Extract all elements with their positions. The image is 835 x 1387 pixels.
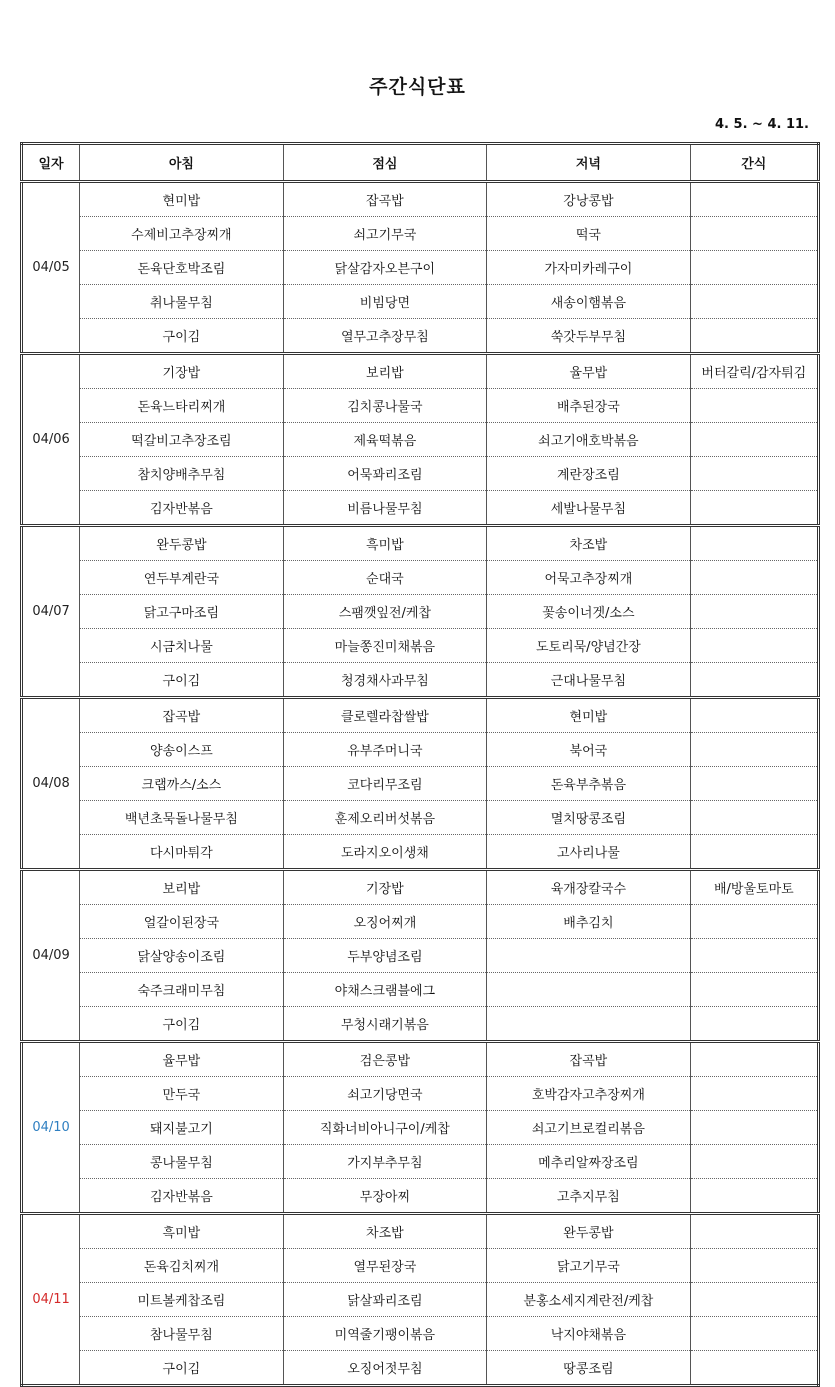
date-cell: 04/09 (22, 870, 80, 1042)
breakfast-cell: 김자반볶음 (80, 491, 284, 526)
day-block (22, 526, 819, 698)
menu-row (22, 526, 819, 561)
dinner-cell: 배추된장국 (487, 389, 691, 423)
menu-row (22, 905, 819, 939)
menu-row (22, 491, 819, 526)
dinner-cell: 근대나물무침 (487, 663, 691, 698)
snack-cell (690, 285, 818, 319)
lunch-cell: 차조밥 (283, 1214, 487, 1249)
header-breakfast: 아침 (80, 144, 284, 182)
menu-row (22, 1042, 819, 1077)
page-title: 주간식단표 (369, 76, 466, 98)
menu-row (22, 801, 819, 835)
dinner-cell: 율무밥 (487, 354, 691, 389)
snack-cell (690, 389, 818, 423)
breakfast-cell: 돼지불고기 (80, 1111, 284, 1145)
lunch-cell: 기장밥 (283, 870, 487, 905)
breakfast-cell: 돈육느타리찌개 (80, 389, 284, 423)
snack-cell (690, 491, 818, 526)
menu-row (22, 939, 819, 973)
dinner-cell (487, 1007, 691, 1042)
menu-row (22, 1249, 819, 1283)
dinner-cell: 도토리묵/양념간장 (487, 629, 691, 663)
date-cell: 04/10 (22, 1042, 80, 1214)
header-dinner: 저녁 (487, 144, 691, 182)
menu-row (22, 319, 819, 354)
snack-cell (690, 217, 818, 251)
date-cell: 04/08 (22, 698, 80, 870)
lunch-cell: 마늘쫑진미채볶음 (283, 629, 487, 663)
dinner-cell (487, 973, 691, 1007)
dinner-cell: 가자미카레구이 (487, 251, 691, 285)
lunch-cell: 가지부추무침 (283, 1145, 487, 1179)
breakfast-cell: 닭살양송이조림 (80, 939, 284, 973)
snack-cell (690, 835, 818, 870)
date-range: 4. 5. ~ 4. 11. (715, 117, 809, 132)
snack-cell (690, 973, 818, 1007)
date-cell: 04/11 (22, 1214, 80, 1386)
breakfast-cell: 돈육김치찌개 (80, 1249, 284, 1283)
breakfast-cell: 흑미밥 (80, 1214, 284, 1249)
snack-cell: 배/방울토마토 (690, 870, 818, 905)
dinner-cell: 꽃송이너겟/소스 (487, 595, 691, 629)
breakfast-cell: 잡곡밥 (80, 698, 284, 733)
dinner-cell: 육개장칼국수 (487, 870, 691, 905)
breakfast-cell: 숙주크래미무침 (80, 973, 284, 1007)
dinner-cell: 배추김치 (487, 905, 691, 939)
lunch-cell: 열무된장국 (283, 1249, 487, 1283)
dinner-cell: 쑥갓두부무침 (487, 319, 691, 354)
snack-cell (690, 251, 818, 285)
snack-cell (690, 905, 818, 939)
lunch-cell: 쇠고기당면국 (283, 1077, 487, 1111)
lunch-cell: 청경채사과무침 (283, 663, 487, 698)
dinner-cell: 새송이햄볶음 (487, 285, 691, 319)
snack-cell (690, 526, 818, 561)
dinner-cell: 닭고기무국 (487, 1249, 691, 1283)
snack-cell (690, 1317, 818, 1351)
breakfast-cell: 백년초묵돌나물무침 (80, 801, 284, 835)
lunch-cell: 직화너비아니구이/케찹 (283, 1111, 487, 1145)
snack-cell (690, 663, 818, 698)
day-block (22, 182, 819, 354)
weekly-menu-table (20, 142, 820, 1387)
menu-row (22, 663, 819, 698)
snack-cell (690, 767, 818, 801)
lunch-cell: 두부양념조림 (283, 939, 487, 973)
menu-row (22, 733, 819, 767)
dinner-cell: 북어국 (487, 733, 691, 767)
lunch-cell: 김치콩나물국 (283, 389, 487, 423)
dinner-cell: 고사리나물 (487, 835, 691, 870)
breakfast-cell: 구이김 (80, 663, 284, 698)
menu-row (22, 1283, 819, 1317)
dinner-cell: 메추리알짜장조림 (487, 1145, 691, 1179)
lunch-cell: 무장아찌 (283, 1179, 487, 1214)
header-snack: 간식 (690, 144, 818, 182)
day-block (22, 1214, 819, 1386)
breakfast-cell: 완두콩밥 (80, 526, 284, 561)
date-cell: 04/05 (22, 182, 80, 354)
snack-cell (690, 1042, 818, 1077)
menu-row (22, 767, 819, 801)
breakfast-cell: 양송이스프 (80, 733, 284, 767)
lunch-cell: 쇠고기무국 (283, 217, 487, 251)
breakfast-cell: 닭고구마조림 (80, 595, 284, 629)
lunch-cell: 닭살꽈리조림 (283, 1283, 487, 1317)
date-cell: 04/07 (22, 526, 80, 698)
snack-cell (690, 1145, 818, 1179)
menu-row (22, 870, 819, 905)
snack-cell (690, 629, 818, 663)
menu-row (22, 1317, 819, 1351)
lunch-cell: 오징어젓무침 (283, 1351, 487, 1386)
lunch-cell: 야채스크램블에그 (283, 973, 487, 1007)
breakfast-cell: 기장밥 (80, 354, 284, 389)
snack-cell (690, 1111, 818, 1145)
menu-row (22, 1214, 819, 1249)
snack-cell (690, 1283, 818, 1317)
lunch-cell: 클로렐라찹쌀밥 (283, 698, 487, 733)
dinner-cell: 차조밥 (487, 526, 691, 561)
lunch-cell: 닭살감자오븐구이 (283, 251, 487, 285)
menu-row (22, 1077, 819, 1111)
breakfast-cell: 수제비고추장찌개 (80, 217, 284, 251)
breakfast-cell: 참나물무침 (80, 1317, 284, 1351)
lunch-cell: 순대국 (283, 561, 487, 595)
lunch-cell: 도라지오이생채 (283, 835, 487, 870)
breakfast-cell: 미트볼케찹조림 (80, 1283, 284, 1317)
breakfast-cell: 구이김 (80, 1007, 284, 1042)
menu-row (22, 285, 819, 319)
breakfast-cell: 구이김 (80, 1351, 284, 1386)
day-block (22, 870, 819, 1042)
dinner-cell: 낙지야채볶음 (487, 1317, 691, 1351)
snack-cell (690, 698, 818, 733)
dinner-cell: 쇠고기브로컬리볶음 (487, 1111, 691, 1145)
dinner-cell: 어묵고추장찌개 (487, 561, 691, 595)
snack-cell (690, 319, 818, 354)
lunch-cell: 무청시래기볶음 (283, 1007, 487, 1042)
menu-row (22, 1351, 819, 1386)
breakfast-cell: 구이김 (80, 319, 284, 354)
dinner-cell: 분홍소세지계란전/케찹 (487, 1283, 691, 1317)
breakfast-cell: 얼갈이된장국 (80, 905, 284, 939)
dinner-cell: 세발나물무침 (487, 491, 691, 526)
breakfast-cell: 콩나물무침 (80, 1145, 284, 1179)
dinner-cell: 멸치땅콩조림 (487, 801, 691, 835)
snack-cell (690, 423, 818, 457)
breakfast-cell: 김자반볶음 (80, 1179, 284, 1214)
lunch-cell: 오징어찌개 (283, 905, 487, 939)
dinner-cell: 돈육부추볶음 (487, 767, 691, 801)
lunch-cell: 비름나물무침 (283, 491, 487, 526)
snack-cell: 버터갈릭/감자튀김 (690, 354, 818, 389)
breakfast-cell: 다시마튀각 (80, 835, 284, 870)
snack-cell (690, 939, 818, 973)
dinner-cell: 강낭콩밥 (487, 182, 691, 217)
breakfast-cell: 취나물무침 (80, 285, 284, 319)
lunch-cell: 어묵꽈리조림 (283, 457, 487, 491)
lunch-cell: 보리밥 (283, 354, 487, 389)
lunch-cell: 유부주머니국 (283, 733, 487, 767)
menu-row (22, 595, 819, 629)
lunch-cell: 훈제오리버섯볶음 (283, 801, 487, 835)
menu-row (22, 973, 819, 1007)
snack-cell (690, 1077, 818, 1111)
breakfast-cell: 돈육단호박조림 (80, 251, 284, 285)
snack-cell (690, 733, 818, 767)
snack-cell (690, 561, 818, 595)
dinner-cell: 호박감자고추장찌개 (487, 1077, 691, 1111)
menu-row (22, 835, 819, 870)
menu-row (22, 1111, 819, 1145)
menu-row (22, 1179, 819, 1214)
lunch-cell: 비빔당면 (283, 285, 487, 319)
breakfast-cell: 떡갈비고추장조림 (80, 423, 284, 457)
menu-row (22, 217, 819, 251)
snack-cell (690, 1179, 818, 1214)
snack-cell (690, 1249, 818, 1283)
snack-cell (690, 1214, 818, 1249)
dinner-cell: 고추지무침 (487, 1179, 691, 1214)
dinner-cell: 완두콩밥 (487, 1214, 691, 1249)
breakfast-cell: 율무밥 (80, 1042, 284, 1077)
dinner-cell: 땅콩조림 (487, 1351, 691, 1386)
breakfast-cell: 시금치나물 (80, 629, 284, 663)
breakfast-cell: 현미밥 (80, 182, 284, 217)
snack-cell (690, 1351, 818, 1386)
lunch-cell: 열무고추장무침 (283, 319, 487, 354)
lunch-cell: 코다리무조림 (283, 767, 487, 801)
breakfast-cell: 보리밥 (80, 870, 284, 905)
breakfast-cell: 만두국 (80, 1077, 284, 1111)
snack-cell (690, 457, 818, 491)
dinner-cell: 현미밥 (487, 698, 691, 733)
menu-row (22, 423, 819, 457)
menu-row (22, 389, 819, 423)
dinner-cell: 떡국 (487, 217, 691, 251)
lunch-cell: 흑미밥 (283, 526, 487, 561)
snack-cell (690, 1007, 818, 1042)
lunch-cell: 제육떡볶음 (283, 423, 487, 457)
menu-row (22, 629, 819, 663)
breakfast-cell: 연두부계란국 (80, 561, 284, 595)
breakfast-cell: 크랩까스/소스 (80, 767, 284, 801)
dinner-cell: 쇠고기애호박볶음 (487, 423, 691, 457)
snack-cell (690, 182, 818, 217)
dinner-cell (487, 939, 691, 973)
day-block (22, 354, 819, 526)
day-block (22, 1042, 819, 1214)
header-lunch: 점심 (283, 144, 487, 182)
breakfast-cell: 참치양배추무침 (80, 457, 284, 491)
lunch-cell: 미역줄기팽이볶음 (283, 1317, 487, 1351)
lunch-cell: 검은콩밥 (283, 1042, 487, 1077)
date-cell: 04/06 (22, 354, 80, 526)
menu-row (22, 1145, 819, 1179)
menu-row (22, 182, 819, 217)
menu-row (22, 561, 819, 595)
header-date: 일자 (22, 144, 80, 182)
lunch-cell: 잡곡밥 (283, 182, 487, 217)
lunch-cell: 스팸깻잎전/케찹 (283, 595, 487, 629)
dinner-cell: 잡곡밥 (487, 1042, 691, 1077)
dinner-cell: 계란장조림 (487, 457, 691, 491)
snack-cell (690, 801, 818, 835)
menu-row (22, 457, 819, 491)
snack-cell (690, 595, 818, 629)
menu-row (22, 251, 819, 285)
menu-row (22, 698, 819, 733)
header-row (22, 144, 819, 182)
menu-row (22, 354, 819, 389)
menu-row (22, 1007, 819, 1042)
day-block (22, 698, 819, 870)
